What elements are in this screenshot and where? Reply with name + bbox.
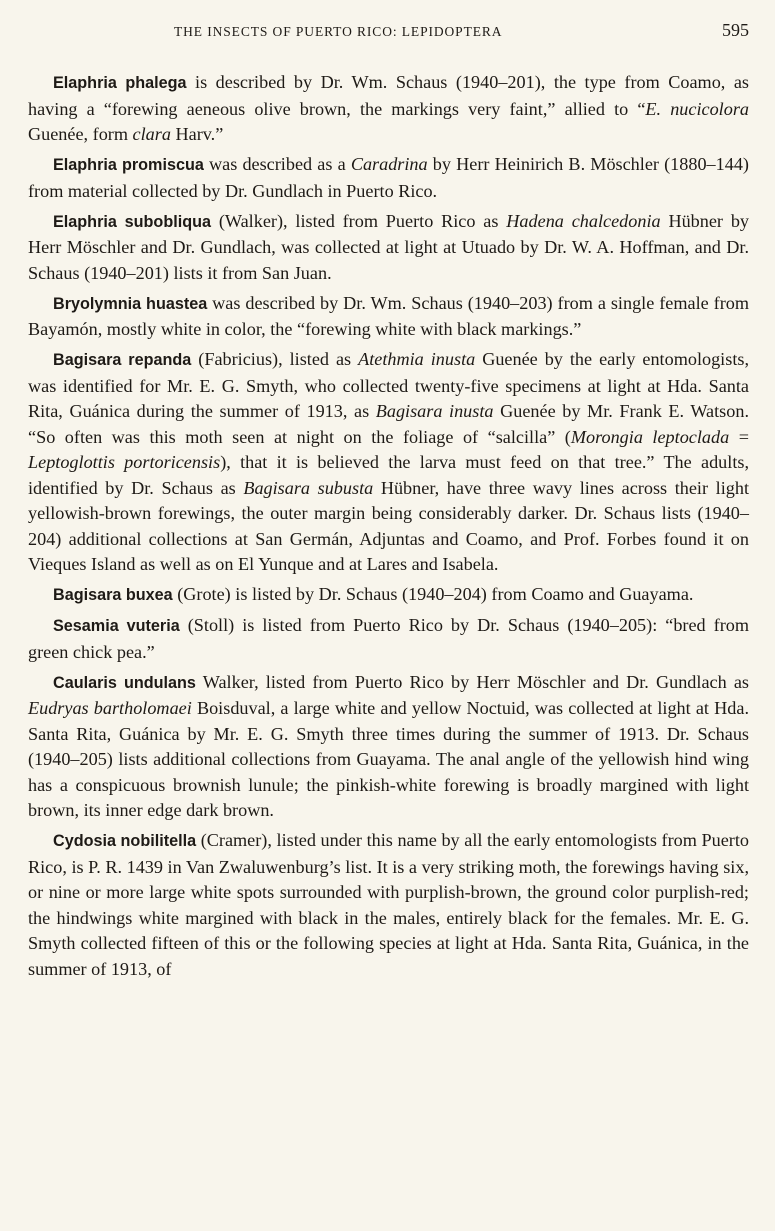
paragraph-bagisara-buxea bbox=[28, 582, 749, 609]
body-text bbox=[28, 70, 749, 982]
text-run: was described by Dr. Wm. Schaus (1940–203) from a single female from Bayamón, mostly white in color, the “forewing white with black markings.” bbox=[28, 292, 749, 339]
paragraph-bagisara-repanda bbox=[28, 347, 749, 578]
running-header bbox=[28, 20, 749, 44]
text-run: (Stoll) is listed from Puerto Rico by Dr. Schaus (1940–205): “bred from green chick pea.” bbox=[28, 615, 750, 662]
italic-taxon: Bagisara subusta bbox=[243, 477, 374, 498]
paragraph-sesamia-vuteria bbox=[28, 613, 749, 665]
text-run: (Cramer), listed under this name by all the early entomologists from Puerto Rico, is P. R. 1439 in Van Zwaluwenburg’s list. It is a very striking moth, the forewings having six, or nine or more large white spots surrounded with purplish-brown, the ground color purplish-red; the hindwings white margined with black in the males, entirely black for the females. Mr. E. G. Smyth collected fifteen of this or the following species at light at Hda. Santa Rita, Guánica, in the summer of 1913, of bbox=[28, 830, 749, 979]
species-name: Sesamia vuteria bbox=[53, 617, 180, 635]
text-run: Harv.” bbox=[170, 124, 224, 144]
text-run: = bbox=[729, 426, 749, 447]
text-run: (Walker), listed from Puerto Rico as bbox=[211, 210, 507, 231]
italic-taxon: Caradrina bbox=[350, 154, 428, 174]
species-name: Elaphria subobliqua bbox=[53, 212, 211, 231]
species-name: Cydosia nobilitella bbox=[53, 832, 197, 850]
italic-taxon: Morongia leptoclada bbox=[570, 426, 730, 447]
text-run: Hübner by Herr Möschler and Dr. Gundlach, was collected at light at Utuado by Dr. W. A. Hoffman, and Dr. Schaus (1940–201) lists it from San Juan. bbox=[28, 210, 750, 283]
italic-taxon: Eudryas bartholomaei bbox=[28, 698, 192, 718]
running-title: THE INSECTS OF PUERTO RICO: LEPIDOPTERA bbox=[174, 24, 503, 39]
text-run: (Fabricius), listed as bbox=[191, 349, 359, 369]
text-run: Guenée by the early entomologists, was identified for Mr. E. G. Smyth, who collected twenty-five specimens at light at Hda. Santa Rita, Guánica during the summer of 1913, as bbox=[28, 349, 749, 421]
italic-taxon: Bagisara inusta bbox=[375, 401, 494, 421]
species-name: Elaphria phalega bbox=[53, 74, 187, 92]
text-run: Hübner, have three wavy lines across their light yellowish-brown forewings, the outer margin being considerably darker. Dr. Schaus lists (1940–204) additional collections at San Germán, Adjuntas and Coamo, and Prof. Forbes found it on Vieques Island as well as on El Yunque and at Lares and Isabela. bbox=[28, 477, 749, 574]
paragraph-cydosia-nobilitella bbox=[28, 828, 749, 982]
species-name: Elaphria promiscua bbox=[53, 156, 204, 174]
species-name: Bryolymnia huastea bbox=[53, 294, 208, 313]
italic-taxon: Hadena chalcedonia bbox=[506, 210, 661, 231]
species-name: Caularis undulans bbox=[53, 673, 196, 692]
text-run: Guenée, form bbox=[28, 124, 133, 144]
paragraph-elaphria-subobliqua bbox=[28, 209, 749, 287]
paragraph-elaphria-promiscua bbox=[28, 152, 749, 204]
italic-taxon: E. nucicolora bbox=[645, 98, 749, 119]
text-run: Boisduval, a large white and yellow Noctuid, was collected at light at Hda. Santa Rita, Guánica by Mr. E. G. Smyth three times during the summer of 1913. Dr. Schaus (1940–205) lists additional collections from Guayama. The anal angle of the yellowish hind wing has a conspicuous brownish lunule; the pinkish-white forewing is broadly margined with light brown, its inner edge dark brown. bbox=[28, 698, 749, 820]
paragraph-caularis-undulans bbox=[28, 670, 749, 824]
species-name: Bagisara repanda bbox=[53, 351, 192, 369]
text-run: Guenée by Mr. Frank E. Watson. “So often was this moth seen at night on the foliage of “salcilla” ( bbox=[28, 401, 749, 447]
italic-taxon: clara bbox=[132, 124, 171, 144]
text-run: is described by Dr. Wm. Schaus (1940–201), the type from Coamo, as having a “forewing aeneous olive brown, the markings very faint,” allied to “ bbox=[28, 72, 750, 119]
text-run: (Grote) is listed by Dr. Schaus (1940–204) from Coamo and Guayama. bbox=[172, 584, 694, 604]
text-run: Walker, listed from Puerto Rico by Herr Möschler and Dr. Gundlach as bbox=[195, 671, 749, 692]
paragraph-elaphria-phalega bbox=[28, 70, 749, 148]
page-number: 595 bbox=[722, 20, 749, 40]
paragraph-bryolymnia-huastea bbox=[28, 291, 749, 343]
italic-taxon: Atethmia inusta bbox=[358, 349, 476, 369]
species-name: Bagisara buxea bbox=[53, 586, 173, 604]
text-run: was described as a bbox=[203, 154, 351, 174]
text-run: by Herr Heinirich B. Möschler (1880–144) from material collected by Dr. Gundlach in Puerto Rico. bbox=[28, 154, 749, 201]
italic-taxon: Leptoglottis portoricensis bbox=[28, 452, 221, 472]
text-run: ), that it is believed the larva must feed on that tree.” The adults, identified by Dr. Schaus as bbox=[28, 452, 749, 498]
